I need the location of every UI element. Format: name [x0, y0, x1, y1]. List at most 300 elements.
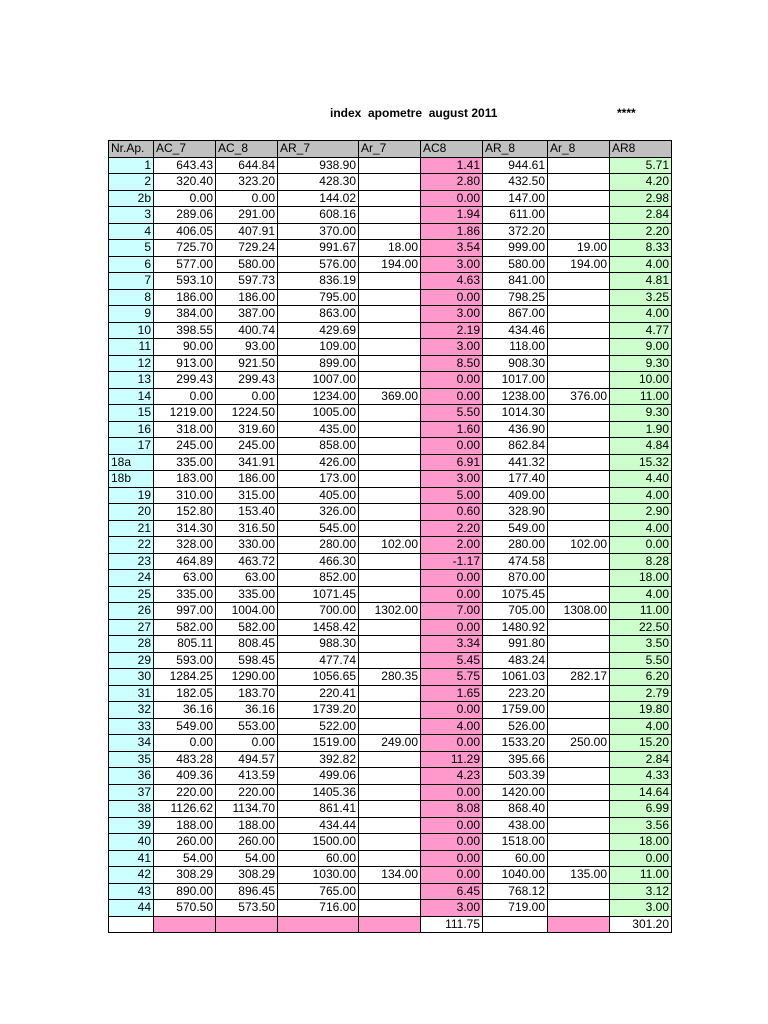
table-cell: 1284.25	[154, 669, 216, 686]
table-cell: 308.29	[154, 867, 216, 884]
table-cell: 0.00	[421, 867, 483, 884]
table-cell: 3	[109, 207, 154, 224]
sheet-title: index apometre august 2011	[330, 106, 498, 120]
table-cell	[548, 751, 610, 768]
table-cell: 861.41	[278, 801, 359, 818]
table-cell: 1458.42	[278, 619, 359, 636]
table-cell: 32	[109, 702, 154, 719]
table-row	[109, 850, 672, 867]
table-cell: 428.30	[278, 174, 359, 191]
table-row	[109, 306, 672, 323]
table-cell	[359, 355, 421, 372]
table-cell	[359, 702, 421, 719]
table-cell: 220.00	[154, 784, 216, 801]
table-cell	[359, 570, 421, 587]
meter-index-table	[108, 140, 672, 933]
table-cell: 0.00	[421, 570, 483, 587]
table-cell: 944.61	[483, 157, 548, 174]
table-cell: 868.40	[483, 801, 548, 818]
table-cell: 182.05	[154, 685, 216, 702]
table-cell: 147.00	[483, 190, 548, 207]
table-row	[109, 570, 672, 587]
table-cell: 153.40	[216, 504, 278, 521]
table-body	[109, 157, 672, 933]
table-cell: 1030.00	[278, 867, 359, 884]
table-cell: 441.32	[483, 454, 548, 471]
table-cell: 38	[109, 801, 154, 818]
table-cell: 999.00	[483, 240, 548, 257]
table-cell: 4.00	[610, 256, 672, 273]
table-cell: 42	[109, 867, 154, 884]
table-cell: 429.69	[278, 322, 359, 339]
table-row	[109, 636, 672, 653]
table-cell: 580.00	[483, 256, 548, 273]
table-cell: 1.86	[421, 223, 483, 240]
table-row	[109, 223, 672, 240]
table-cell: 33	[109, 718, 154, 735]
table-cell: 194.00	[359, 256, 421, 273]
table-cell	[359, 768, 421, 785]
table-cell: 37	[109, 784, 154, 801]
table-cell: 330.00	[216, 537, 278, 554]
table-row	[109, 669, 672, 686]
table-cell: 11.00	[610, 388, 672, 405]
table-cell: 1005.00	[278, 405, 359, 422]
table-cell: 36.16	[154, 702, 216, 719]
table-cell: 4.00	[610, 487, 672, 504]
table-cell	[359, 586, 421, 603]
table-cell: 183.00	[154, 471, 216, 488]
table-cell: 3.00	[421, 900, 483, 917]
table-cell	[359, 454, 421, 471]
table-cell	[548, 850, 610, 867]
table-cell: 335.00	[154, 586, 216, 603]
table-cell: 765.00	[278, 883, 359, 900]
table-cell: 1004.00	[216, 603, 278, 620]
table-cell: 1017.00	[483, 372, 548, 389]
table-row	[109, 322, 672, 339]
table-cell	[548, 900, 610, 917]
table-cell: 4.84	[610, 438, 672, 455]
table-cell: 328.00	[154, 537, 216, 554]
table-cell: 1134.70	[216, 801, 278, 818]
table-cell	[359, 339, 421, 356]
table-cell: 40	[109, 834, 154, 851]
table-cell: 250.00	[548, 735, 610, 752]
table-cell: 31	[109, 685, 154, 702]
table-cell: 413.59	[216, 768, 278, 785]
column-header-ar-7-extra: Ar_7	[359, 141, 421, 158]
table-cell: 852.00	[278, 570, 359, 587]
table-cell: 435.00	[278, 421, 359, 438]
table-cell: 316.50	[216, 520, 278, 537]
table-cell	[548, 504, 610, 521]
table-cell: 2.19	[421, 322, 483, 339]
table-cell: 183.70	[216, 685, 278, 702]
table-cell: 4.33	[610, 768, 672, 785]
table-cell: 1234.00	[278, 388, 359, 405]
table-cell	[359, 850, 421, 867]
table-row	[109, 702, 672, 719]
column-header-ar8-diff: AR8	[610, 141, 672, 158]
table-cell: 499.06	[278, 768, 359, 785]
table-row	[109, 355, 672, 372]
table-cell: 0.00	[154, 388, 216, 405]
table-cell: 1519.00	[278, 735, 359, 752]
table-cell	[548, 652, 610, 669]
table-cell: 18.00	[359, 240, 421, 257]
table-cell: 60.00	[278, 850, 359, 867]
table-cell: 19.80	[610, 702, 672, 719]
table-cell: 545.00	[278, 520, 359, 537]
table-cell: 0.00	[610, 850, 672, 867]
table-cell: 26	[109, 603, 154, 620]
table-cell: 372.20	[483, 223, 548, 240]
table-cell: 10.00	[610, 372, 672, 389]
table-row	[109, 784, 672, 801]
table-cell: 580.00	[216, 256, 278, 273]
total-cell	[278, 916, 359, 933]
table-cell: 991.80	[483, 636, 548, 653]
table-cell: 1224.50	[216, 405, 278, 422]
table-cell: 1071.45	[278, 586, 359, 603]
table-cell: 576.00	[278, 256, 359, 273]
table-cell: 280.00	[278, 537, 359, 554]
table-cell	[359, 273, 421, 290]
table-cell: 152.80	[154, 504, 216, 521]
table-cell: 3.25	[610, 289, 672, 306]
table-cell	[548, 801, 610, 818]
table-cell	[548, 834, 610, 851]
table-cell	[359, 817, 421, 834]
table-cell: 896.45	[216, 883, 278, 900]
table-cell: 1500.00	[278, 834, 359, 851]
table-cell: 280.35	[359, 669, 421, 686]
table-cell: 335.00	[154, 454, 216, 471]
table-header-row	[109, 141, 672, 158]
table-row	[109, 438, 672, 455]
table-cell	[548, 405, 610, 422]
table-cell: 0.00	[216, 388, 278, 405]
table-cell: 135.00	[548, 867, 610, 884]
table-cell	[548, 355, 610, 372]
table-cell: 134.00	[359, 867, 421, 884]
table-cell: 570.50	[154, 900, 216, 917]
table-cell: 249.00	[359, 735, 421, 752]
table-cell: 118.00	[483, 339, 548, 356]
table-cell: 245.00	[216, 438, 278, 455]
table-cell: 405.00	[278, 487, 359, 504]
table-cell: 63.00	[216, 570, 278, 587]
table-cell: 434.46	[483, 322, 548, 339]
table-cell: 29	[109, 652, 154, 669]
table-cell: 867.00	[483, 306, 548, 323]
table-cell: 13	[109, 372, 154, 389]
table-cell: 2.20	[610, 223, 672, 240]
table-cell: 23	[109, 553, 154, 570]
table-cell	[359, 487, 421, 504]
table-cell: 0.00	[421, 702, 483, 719]
table-cell: 0.00	[421, 619, 483, 636]
table-row	[109, 273, 672, 290]
table-cell: 406.05	[154, 223, 216, 240]
column-header-ar-7: AR_7	[278, 141, 359, 158]
table-cell: 27	[109, 619, 154, 636]
table-cell: 483.24	[483, 652, 548, 669]
table-cell: 60.00	[483, 850, 548, 867]
table-cell: 991.67	[278, 240, 359, 257]
table-cell	[548, 339, 610, 356]
table-cell	[548, 718, 610, 735]
table-cell: 0.00	[610, 537, 672, 554]
table-cell: 308.29	[216, 867, 278, 884]
table-cell: 436.90	[483, 421, 548, 438]
table-cell: 5.00	[421, 487, 483, 504]
table-cell: 5.45	[421, 652, 483, 669]
table-cell: 19.00	[548, 240, 610, 257]
table-cell: 30	[109, 669, 154, 686]
table-cell: 186.00	[154, 289, 216, 306]
table-cell: 14.64	[610, 784, 672, 801]
table-cell: 4.00	[421, 718, 483, 735]
table-cell	[548, 570, 610, 587]
table-cell: 474.58	[483, 553, 548, 570]
totals-row	[109, 916, 672, 933]
table-cell: 913.00	[154, 355, 216, 372]
column-header-ac-8: AC_8	[216, 141, 278, 158]
table-cell: 326.00	[278, 504, 359, 521]
table-cell: 186.00	[216, 471, 278, 488]
table-cell: 870.00	[483, 570, 548, 587]
table-cell: 36.16	[216, 702, 278, 719]
table-cell	[359, 685, 421, 702]
table-cell: 18a	[109, 454, 154, 471]
table-cell: 1480.92	[483, 619, 548, 636]
table-cell: 1405.36	[278, 784, 359, 801]
table-cell	[548, 174, 610, 191]
table-cell: 4.00	[610, 586, 672, 603]
table-cell: 2.84	[610, 751, 672, 768]
table-cell: 2.80	[421, 174, 483, 191]
table-cell: 1518.00	[483, 834, 548, 851]
total-cell	[548, 916, 610, 933]
table-cell	[359, 801, 421, 818]
table-cell: 14	[109, 388, 154, 405]
table-cell: 526.00	[483, 718, 548, 735]
table-cell: 11.29	[421, 751, 483, 768]
table-cell: 1061.03	[483, 669, 548, 686]
table-cell: 323.20	[216, 174, 278, 191]
table-row	[109, 768, 672, 785]
total-cell	[109, 916, 154, 933]
table-cell: 0.00	[421, 817, 483, 834]
table-cell: -1.17	[421, 553, 483, 570]
table-cell: 6.45	[421, 883, 483, 900]
table-cell: 260.00	[216, 834, 278, 851]
table-cell: 0.00	[421, 784, 483, 801]
table-cell: 1	[109, 157, 154, 174]
table-cell: 1.65	[421, 685, 483, 702]
table-cell: 315.00	[216, 487, 278, 504]
table-cell: 93.00	[216, 339, 278, 356]
table-cell: 2.00	[421, 537, 483, 554]
table-cell: 39	[109, 817, 154, 834]
table-cell: 0.00	[216, 735, 278, 752]
table-cell: 863.00	[278, 306, 359, 323]
table-row	[109, 735, 672, 752]
table-cell: 5	[109, 240, 154, 257]
table-cell	[548, 306, 610, 323]
table-cell: 466.30	[278, 553, 359, 570]
table-cell: 1007.00	[278, 372, 359, 389]
table-cell	[548, 817, 610, 834]
table-cell: 4.23	[421, 768, 483, 785]
table-cell	[359, 834, 421, 851]
table-cell: 1238.00	[483, 388, 548, 405]
total-cell	[216, 916, 278, 933]
table-cell: 549.00	[154, 718, 216, 735]
table-cell: 483.28	[154, 751, 216, 768]
table-cell: 0.00	[421, 735, 483, 752]
table-cell	[359, 553, 421, 570]
table-cell	[359, 784, 421, 801]
table-cell: 8.08	[421, 801, 483, 818]
table-cell: 3.00	[421, 306, 483, 323]
table-cell: 9.30	[610, 355, 672, 372]
table-cell	[548, 487, 610, 504]
table-cell: 725.70	[154, 240, 216, 257]
table-cell: 938.90	[278, 157, 359, 174]
table-cell: 1759.00	[483, 702, 548, 719]
table-cell: 2.90	[610, 504, 672, 521]
table-row	[109, 619, 672, 636]
table-cell: 188.00	[216, 817, 278, 834]
table-cell: 387.00	[216, 306, 278, 323]
table-cell: 3.00	[421, 256, 483, 273]
table-cell: 426.00	[278, 454, 359, 471]
table-cell	[548, 273, 610, 290]
table-row	[109, 553, 672, 570]
table-cell: 177.40	[483, 471, 548, 488]
table-cell: 798.25	[483, 289, 548, 306]
table-row	[109, 751, 672, 768]
total-cell	[154, 916, 216, 933]
table-cell: 0.00	[421, 850, 483, 867]
table-cell	[359, 207, 421, 224]
table-cell: 805.11	[154, 636, 216, 653]
table-cell: 220.00	[216, 784, 278, 801]
table-cell	[359, 636, 421, 653]
table-cell: 400.74	[216, 322, 278, 339]
table-row	[109, 603, 672, 620]
table-cell: 409.00	[483, 487, 548, 504]
table-cell: 997.00	[154, 603, 216, 620]
table-cell: 18.00	[610, 570, 672, 587]
table-cell: 4.00	[610, 520, 672, 537]
table-cell	[359, 751, 421, 768]
table-cell: 15.32	[610, 454, 672, 471]
table-cell	[548, 372, 610, 389]
table-cell: 407.91	[216, 223, 278, 240]
table-cell	[359, 157, 421, 174]
table-cell: 1.90	[610, 421, 672, 438]
table-cell: 0.00	[421, 388, 483, 405]
table-cell: 4.00	[610, 718, 672, 735]
table-cell: 503.39	[483, 768, 548, 785]
table-cell: 18b	[109, 471, 154, 488]
table-cell: 582.00	[154, 619, 216, 636]
table-row	[109, 883, 672, 900]
table-row	[109, 834, 672, 851]
table-cell: 319.60	[216, 421, 278, 438]
table-cell: 289.06	[154, 207, 216, 224]
table-cell: 3.00	[421, 339, 483, 356]
table-cell: 11.00	[610, 603, 672, 620]
table-cell	[548, 883, 610, 900]
table-cell: 395.66	[483, 751, 548, 768]
table-cell: 0.00	[154, 190, 216, 207]
table-cell: 310.00	[154, 487, 216, 504]
table-cell: 17	[109, 438, 154, 455]
table-cell: 9.00	[610, 339, 672, 356]
table-cell: 4.77	[610, 322, 672, 339]
table-cell: 1040.00	[483, 867, 548, 884]
table-cell: 908.30	[483, 355, 548, 372]
table-cell: 3.50	[610, 636, 672, 653]
table-cell	[548, 784, 610, 801]
table-cell	[359, 520, 421, 537]
table-cell: 63.00	[154, 570, 216, 587]
table-cell: 3.56	[610, 817, 672, 834]
table-row	[109, 487, 672, 504]
table-cell: 2b	[109, 190, 154, 207]
table-cell	[548, 553, 610, 570]
table-cell: 598.45	[216, 652, 278, 669]
table-cell: 21	[109, 520, 154, 537]
table-row	[109, 586, 672, 603]
table-cell: 6.99	[610, 801, 672, 818]
table-cell: 1.41	[421, 157, 483, 174]
table-cell: 144.02	[278, 190, 359, 207]
table-cell: 8.28	[610, 553, 672, 570]
total-cell: 301.20	[610, 916, 672, 933]
table-cell	[548, 586, 610, 603]
table-cell: 4.00	[610, 306, 672, 323]
table-row	[109, 471, 672, 488]
table-cell: 223.20	[483, 685, 548, 702]
table-cell: 194.00	[548, 256, 610, 273]
table-cell	[359, 372, 421, 389]
table-cell	[548, 157, 610, 174]
table-cell: 299.43	[154, 372, 216, 389]
table-cell: 8.50	[421, 355, 483, 372]
table-cell: 719.00	[483, 900, 548, 917]
table-cell: 392.82	[278, 751, 359, 768]
table-cell: 1290.00	[216, 669, 278, 686]
table-cell: 245.00	[154, 438, 216, 455]
table-cell: 0.00	[421, 372, 483, 389]
table-cell: 795.00	[278, 289, 359, 306]
column-header-ac8-diff: AC8	[421, 141, 483, 158]
table-cell: 0.60	[421, 504, 483, 521]
table-cell: 4.81	[610, 273, 672, 290]
table-cell: 0.00	[421, 586, 483, 603]
table-cell: 109.00	[278, 339, 359, 356]
table-cell	[359, 421, 421, 438]
table-cell: 102.00	[359, 537, 421, 554]
table-cell: 434.44	[278, 817, 359, 834]
table-cell: 11.00	[610, 867, 672, 884]
